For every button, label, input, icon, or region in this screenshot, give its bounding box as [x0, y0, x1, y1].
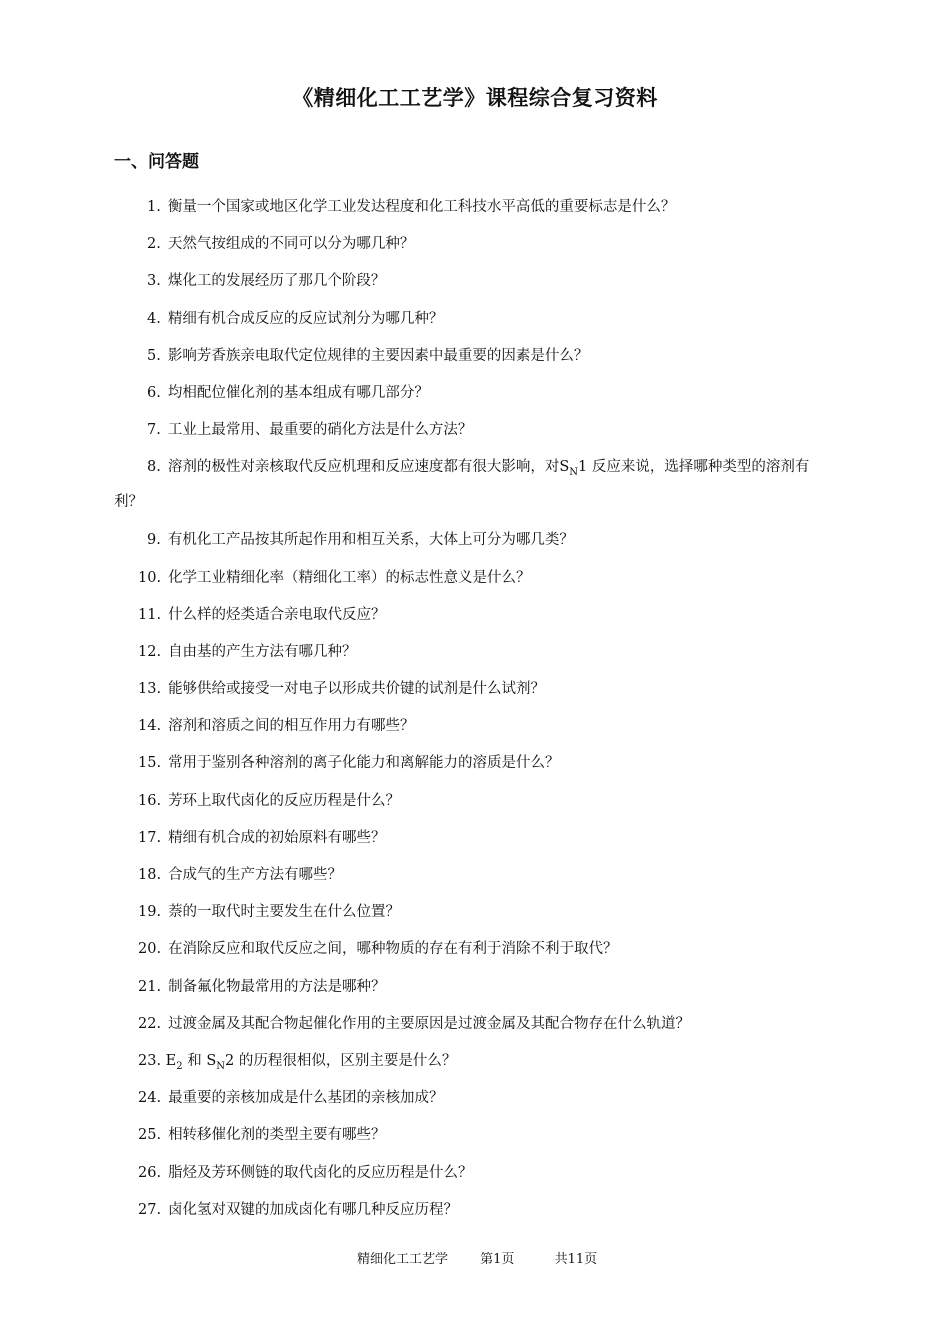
question-number: 23. — [138, 1052, 162, 1069]
question-text: 芳环上取代卤化的反应历程是什么？ — [168, 792, 401, 809]
question-text: 工业上最常用、最重要的硝化方法是什么方法？ — [167, 422, 473, 439]
question-item — [114, 1013, 838, 1035]
question-text-part: 1 反应来说，选择哪种类型的溶剂有利？ — [114, 459, 810, 511]
question-text: 天然气按组成的不同可以分为哪几种？ — [167, 236, 415, 253]
question-text: 相转移催化剂的类型主要有哪些？ — [168, 1127, 386, 1144]
question-number: 5. — [147, 347, 161, 364]
question-text: 精细有机合成反应的反应试剂分为哪几种？ — [167, 310, 444, 327]
question-item — [114, 938, 838, 960]
question-number: 25. — [138, 1127, 162, 1144]
question-item — [114, 382, 838, 404]
question-number: 26. — [138, 1164, 162, 1181]
footer-page-number: 第1页 — [480, 1252, 515, 1267]
question-number: 13. — [138, 681, 162, 698]
section-heading: 一、问答题 — [114, 152, 199, 172]
subscript: N — [569, 467, 579, 479]
question-text-part: 和 S — [182, 1052, 217, 1069]
question-item — [114, 1087, 838, 1109]
question-item — [114, 827, 838, 849]
question-text-part: 溶剂的极性对亲核取代反应机理和反应速度都有很大影响，对S — [167, 459, 570, 476]
question-item — [114, 864, 838, 886]
question-number: 16. — [138, 792, 162, 809]
question-text: 煤化工的发展经历了那几个阶段？ — [167, 273, 386, 290]
question-list — [114, 196, 838, 1236]
question-number: 14. — [138, 718, 162, 735]
question-text: 影响芳香族亲电取代定位规律的主要因素中最重要的因素是什么？ — [167, 347, 589, 364]
question-item — [114, 529, 838, 551]
question-text: 能够供给或接受一对电子以形成共价键的试剂是什么试剂？ — [168, 681, 546, 698]
question-number: 22. — [138, 1015, 162, 1032]
question-item — [114, 1162, 838, 1184]
question-item — [114, 567, 838, 589]
document-title: 《精细化工工艺学》课程综合复习资料 — [292, 85, 658, 110]
question-text: 脂烃及芳环侧链的取代卤化的反应历程是什么？ — [168, 1164, 473, 1181]
question-number: 18. — [138, 867, 162, 883]
question-number: 7. — [147, 422, 161, 439]
question-number: 15. — [138, 755, 162, 772]
question-item — [114, 678, 838, 700]
subscript: 2 — [176, 1060, 183, 1072]
footer-total-pages: 共11页 — [554, 1252, 598, 1267]
question-text-part: 2 的历程很相似，区别主要是什么？ — [225, 1052, 457, 1069]
question-number: 9. — [147, 532, 161, 549]
question-item — [114, 752, 838, 774]
question-number: 1. — [147, 199, 161, 215]
question-item — [114, 419, 838, 441]
question-number: 11. — [138, 606, 162, 623]
question-number: 20. — [138, 941, 162, 958]
question-item — [114, 604, 838, 626]
question-number: 17. — [138, 829, 162, 846]
question-item — [114, 345, 838, 367]
question-item — [114, 901, 838, 923]
question-number: 21. — [138, 978, 162, 995]
question-number: 10. — [138, 569, 162, 586]
question-item — [114, 976, 838, 998]
question-text: 自由基的产生方法有哪几种？ — [168, 643, 357, 660]
question-text: 精细有机合成的初始原料有哪些？ — [168, 829, 386, 846]
question-text: 衡量一个国家或地区化学工业发达程度和化工科技水平高低的重要标志是什么？ — [167, 199, 676, 215]
question-text: 制备氟化物最常用的方法是哪种？ — [168, 978, 386, 995]
question-item — [114, 790, 838, 812]
question-number: 8. — [147, 459, 161, 476]
question-text: 常用于鉴别各种溶剂的离子化能力和离解能力的溶质是什么？ — [168, 755, 560, 772]
question-item — [114, 715, 838, 737]
question-text: 溶剂和溶质之间的相互作用力有哪些？ — [168, 718, 415, 735]
question-text: 有机化工产品按其所起作用和相互关系，大体上可分为哪几类？ — [167, 532, 574, 549]
question-text: 什么样的烃类适合亲电取代反应？ — [168, 606, 386, 623]
question-number: 3. — [147, 273, 161, 290]
question-text: 卤化氢对双键的加成卤化有哪几种反应历程？ — [168, 1201, 459, 1218]
question-text-part: E — [161, 1052, 177, 1069]
question-text: 化学工业精细化率（精细化工率）的标志性意义是什么？ — [168, 569, 531, 586]
question-number: 12. — [138, 643, 162, 660]
page-footer — [357, 1251, 597, 1269]
question-number: 19. — [138, 904, 162, 921]
question-text: 最重要的亲核加成是什么基团的亲核加成？ — [168, 1090, 444, 1107]
question-number: 4. — [147, 310, 161, 327]
question-text: 在消除反应和取代反应之间，哪种物质的存在有利于消除不利于取代？ — [168, 941, 618, 958]
question-number: 27. — [138, 1201, 162, 1218]
question-item — [114, 233, 838, 255]
question-item — [114, 1199, 838, 1221]
question-item — [114, 641, 838, 663]
footer-course: 精细化工工艺学 — [357, 1252, 449, 1267]
question-number: 24. — [138, 1090, 162, 1107]
question-item — [114, 270, 838, 292]
question-item — [114, 1124, 838, 1146]
question-number: 6. — [147, 384, 161, 401]
question-number: 2. — [147, 236, 161, 253]
question-item — [114, 308, 838, 330]
question-item — [114, 1050, 838, 1072]
question-text: 萘的一取代时主要发生在什么位置？ — [168, 904, 401, 921]
question-item — [114, 450, 838, 520]
question-item — [114, 196, 838, 218]
question-text: 均相配位催化剂的基本组成有哪几部分？ — [167, 384, 429, 401]
question-text: 合成气的生产方法有哪些？ — [168, 867, 343, 883]
question-text: 过渡金属及其配合物起催化作用的主要原因是过渡金属及其配合物存在什么轨道？ — [168, 1015, 691, 1032]
subscript: N — [216, 1060, 226, 1072]
